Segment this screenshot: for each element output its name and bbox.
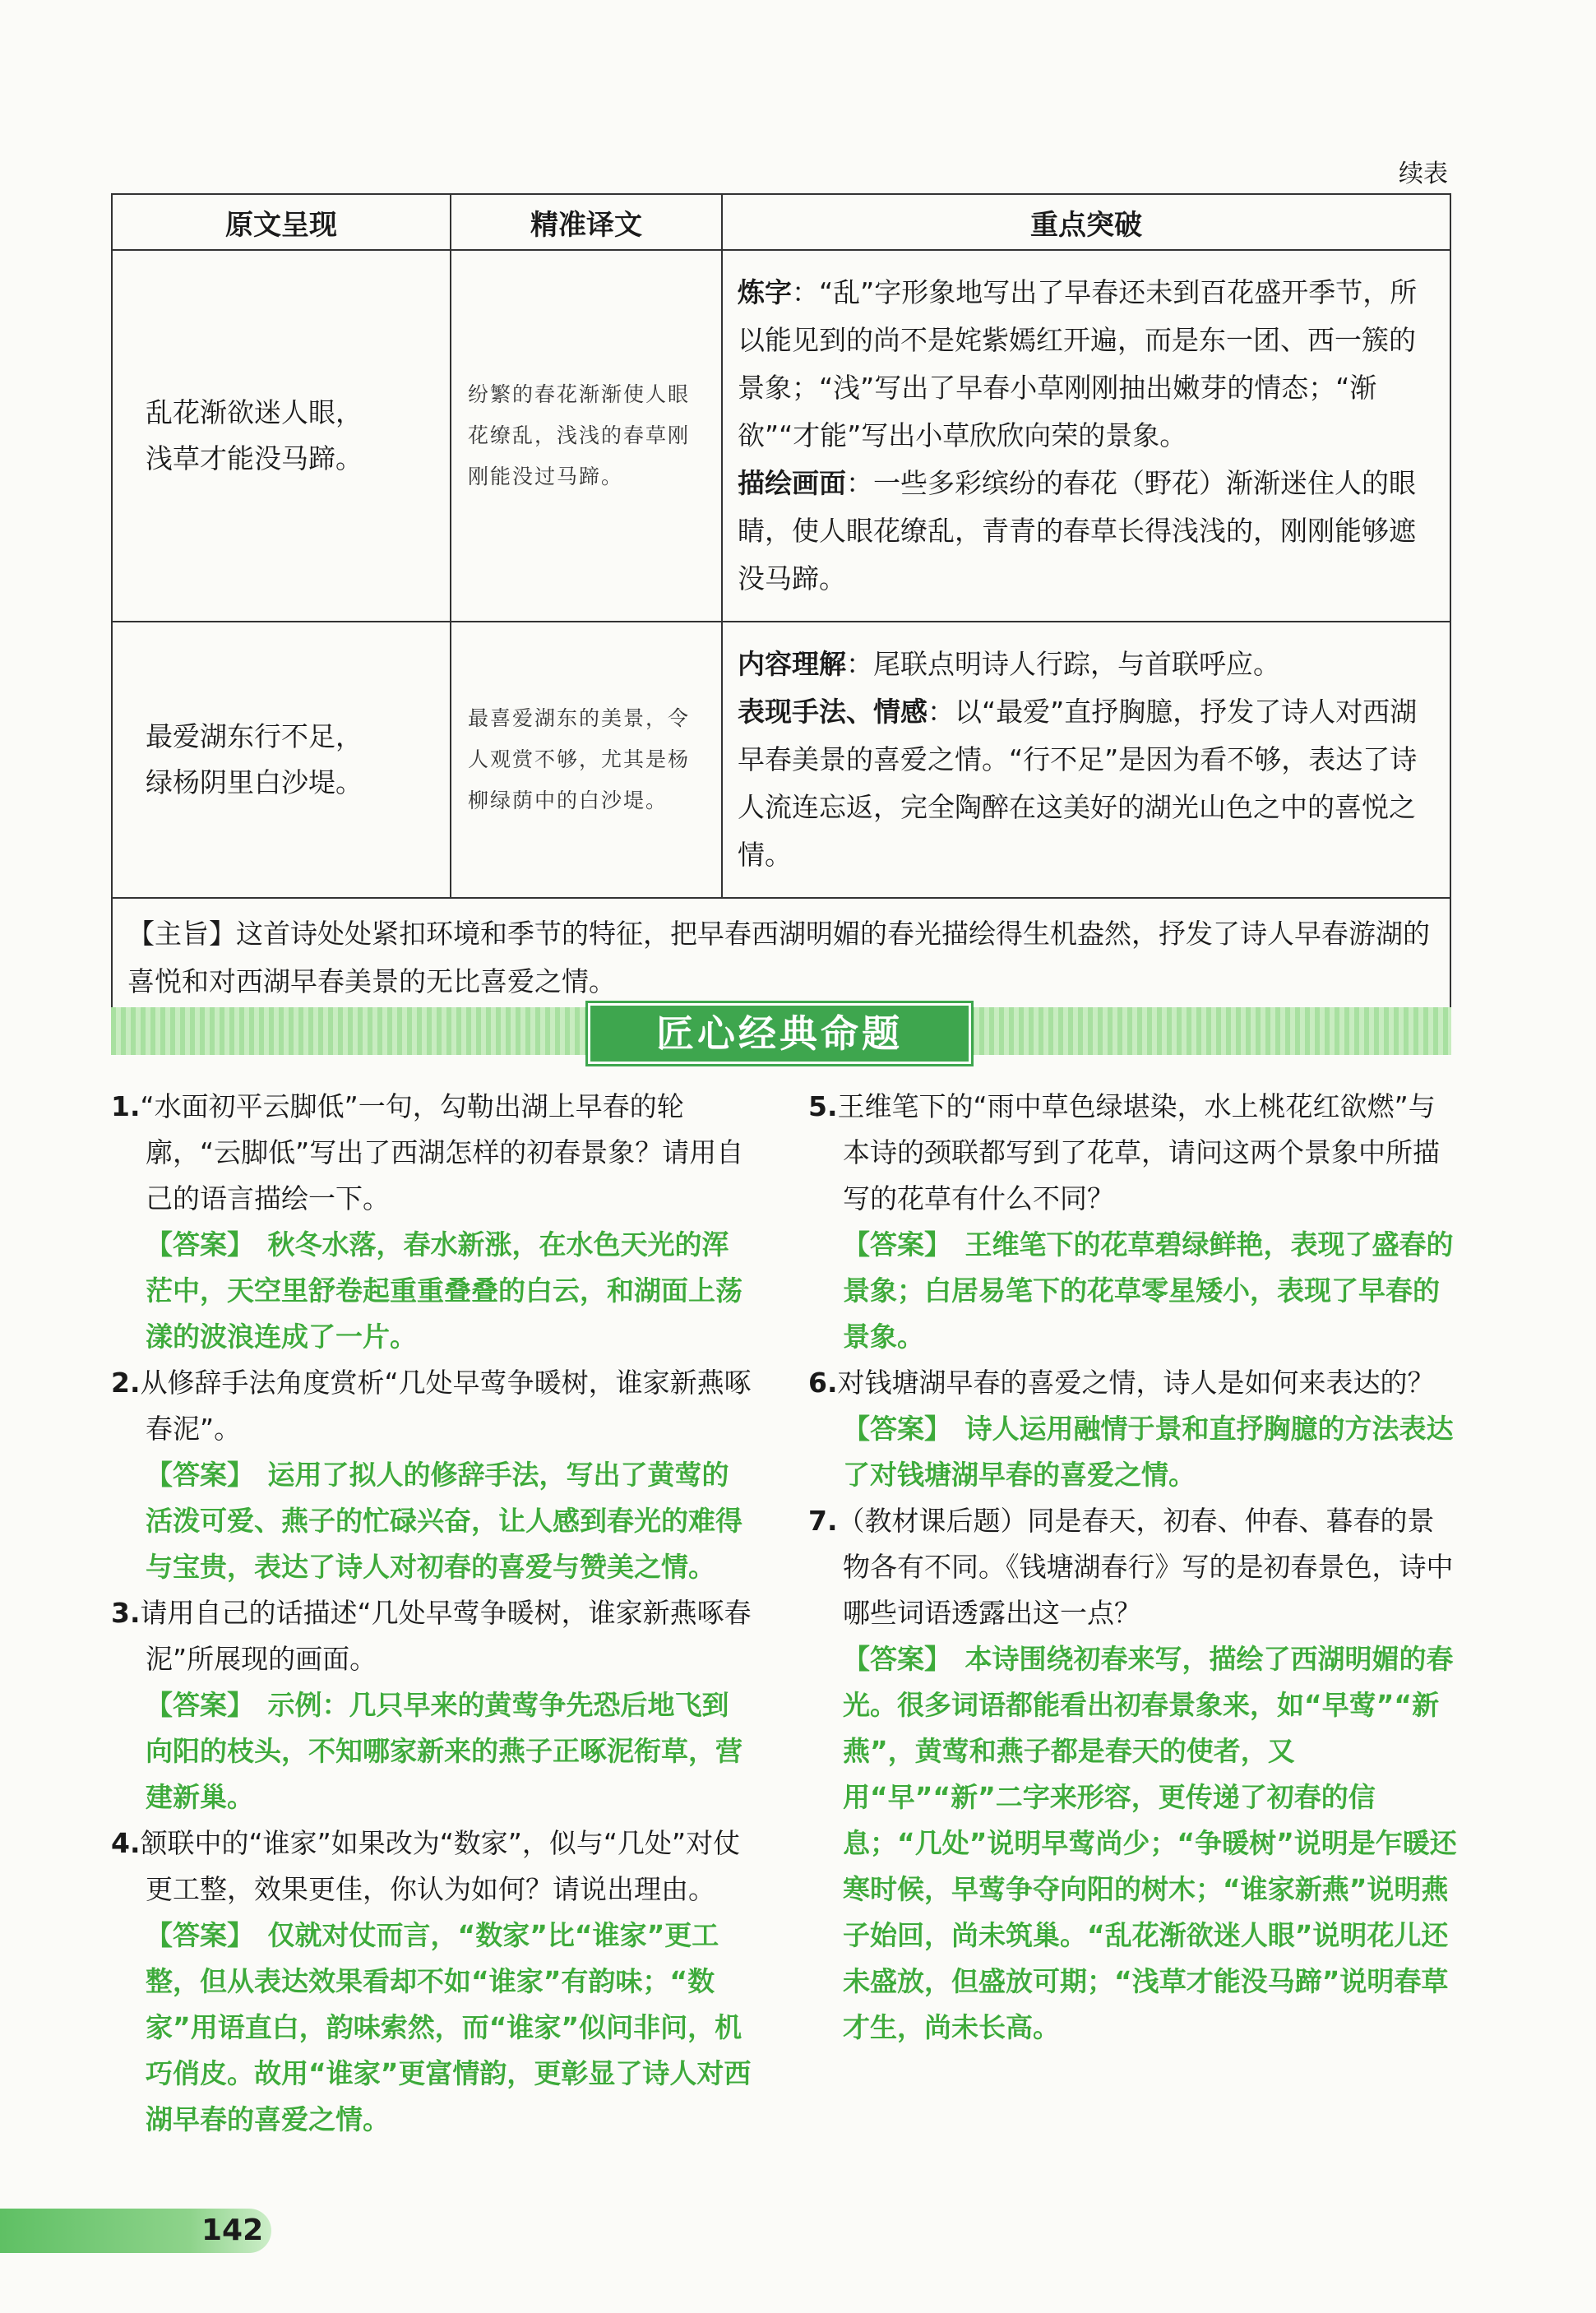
point-text: ：以“最爱”直抒胸臆，抒发了诗人对西湖早春美景的喜爱之情。“行不足”是因为看不够，表达了诗人流连忘返，完全陶醉在这美好的湖光山色之中的喜悦之情。 [738,696,1418,871]
original-text [112,250,451,622]
answer-text: 诗人运用融情于景和直抒胸臆的方法表达了对钱塘湖早春的喜爱之情。 [843,1413,1454,1491]
question [808,1360,1458,1406]
translation-text: 最喜爱湖东的美景，令人观赏不够，尤其是杨柳绿荫中的白沙堤。 [451,622,722,898]
answer-text: 运用了拟人的修辞手法，写出了黄莺的活泼可爱、燕子的忙碌兴奋，让人感到春光的难得与宝贵，表达了诗人对初春的喜爱与赞美之情。 [146,1459,742,1583]
question-number: 4. [111,1827,141,1859]
answer-tag: 【答案】 [843,1643,938,1675]
answer-text: 秋冬水落，春水新涨，在水色天光的浑茫中，天空里舒卷起重重叠叠的白云，和湖面上荡漾的波浪连成了一片。 [146,1228,742,1353]
questions-left-column [111,1084,752,2143]
answer [111,1452,752,1590]
question [111,1084,752,1222]
question [111,1590,752,1682]
question [808,1084,1458,1222]
original-line: 绿杨阴里白沙堤。 [146,766,363,798]
continued-table-label: 续表 [1399,160,1448,188]
header-key-points: 重点突破 [722,194,1450,250]
original-line: 乱花渐欲迷人眼， [146,396,363,428]
point-label: 表现手法、情感 [738,696,928,728]
point-text: ：“乱”字形象地写出了早春还未到百花盛开季节，所以能见到的尚不是姹紫嫣红开遍，而是东一团、西一簇的景象；“浅”写出了早春小草刚刚抽出嫩芽的情态；“渐欲”“才能”写出小草欣欣向荣的景象。 [738,276,1418,451]
question-number: 6. [808,1367,838,1399]
theme-text: 【主旨】这首诗处处紧扣环境和季节的特征，把早春西湖明媚的春光描绘得生机盎然，抒发了诗人早春游湖的喜悦和对西湖早春美景的无比喜爱之情。 [112,898,1450,1018]
answer-tag: 【答案】 [146,1919,241,1951]
header-translation: 精准译文 [451,194,722,250]
question-number: 1. [111,1090,141,1122]
answer-tag: 【答案】 [146,1228,241,1261]
table-row [112,250,1450,622]
answer [111,1682,752,1820]
point-label: 炼字 [738,276,792,308]
question-number: 2. [111,1367,141,1399]
question-number: 3. [111,1597,141,1629]
translation-text: 纷繁的春花渐渐使人眼花缭乱，浅浅的春草刚刚能没过马蹄。 [451,250,722,622]
answer-tag: 【答案】 [146,1689,241,1721]
question-text: （教材课后题）同是春天，初春、仲春、暮春的景物各有不同。《钱塘湖春行》写的是初春景色，诗中哪些词语透露出这一点？ [837,1505,1454,1629]
answer [808,1636,1458,2051]
point-label: 内容理解 [738,648,846,680]
point-label: 描绘画面 [738,467,846,499]
answer-tag: 【答案】 [843,1228,938,1261]
table-header-row [112,194,1450,250]
answer-tag: 【答案】 [146,1459,241,1491]
poem-analysis-table [111,193,1451,1019]
section-title: 匠心经典命题 [588,1003,971,1064]
question [111,1820,752,1913]
question-number: 5. [808,1090,838,1122]
answer [111,1222,752,1360]
answer [808,1222,1458,1360]
header-original: 原文呈现 [112,194,451,250]
question-number: 7. [808,1505,838,1537]
answer [111,1913,752,2143]
question-text: 请用自己的话描述“几处早莺争暖树，谁家新燕啄春泥”所展现的画面。 [140,1597,752,1675]
page-number: 142 [201,2214,264,2247]
theme-row [112,898,1450,1018]
key-points [722,622,1450,898]
point-text: ：一些多彩缤纷的春花（野花）渐渐迷住人的眼睛，使人眼花缭乱，青青的春草长得浅浅的，刚刚能够遮没马蹄。 [738,467,1416,594]
answer-text: 仅就对仗而言，“数家”比“谁家”更工整，但从表达效果看却不如“谁家”有韵味；“数家”用语直白，韵味索然，而“谁家”似问非问，机巧俏皮。故用“谁家”更富情韵，更彰显了诗人对西湖早春的喜爱之情。 [146,1919,752,2135]
question [111,1360,752,1452]
question-text: 从修辞手法角度赏析“几处早莺争暖树，谁家新燕啄春泥”。 [140,1367,752,1445]
question-text: 对钱塘湖早春的喜爱之情，诗人是如何来表达的？ [837,1367,1435,1399]
key-points [722,250,1450,622]
question-text: “水面初平云脚低”一句，勾勒出湖上早春的轮廓，“云脚低”写出了西湖怎样的初春景象？请用自己的语言描绘一下。 [140,1090,744,1214]
answer-text: 示例：几只早来的黄莺争先恐后地飞到向阳的枝头，不知哪家新来的燕子正啄泥衔草，营建新巢。 [146,1689,742,1813]
point-text: ：尾联点明诗人行踪，与首联呼应。 [846,648,1280,680]
table-row [112,622,1450,898]
questions-right-column [808,1084,1458,2051]
answer [808,1406,1458,1498]
question-text: 王维笔下的“雨中草色绿堪染，水上桃花红欲燃”与本诗的颈联都写到了花草，请问这两个景象中所描写的花草有什么不同？ [837,1090,1440,1214]
answer-text: 王维笔下的花草碧绿鲜艳，表现了盛春的景象；白居易笔下的花草零星矮小，表现了早春的景象。 [843,1228,1454,1353]
original-line: 浅草才能没马蹄。 [146,442,363,474]
original-line: 最爱湖东行不足， [146,720,363,752]
answer-text: 本诗围绕初春来写，描绘了西湖明媚的春光。很多词语都能看出初春景象来，如“早莺”“新燕”，黄莺和燕子都是春天的使者，又用“早”“新”二字来形容，更传递了初春的信息；“几处”说明早莺尚少；“争暖树”说明是乍暖还寒时候，早莺争夺向阳的树木；“谁家新燕”说明燕子始回，尚未筑巢。“乱花渐欲迷人眼”说明花儿还未盛放，但盛放可期；“浅草才能没马蹄”说明春草才生，尚未长高。 [843,1643,1457,2043]
answer-tag: 【答案】 [843,1413,938,1445]
question [808,1498,1458,1636]
question-text: 颔联中的“谁家”如果改为“数家”，似与“几处”对仗更工整，效果更佳，你认为如何？请说出理由。 [140,1827,741,1905]
original-text [112,622,451,898]
